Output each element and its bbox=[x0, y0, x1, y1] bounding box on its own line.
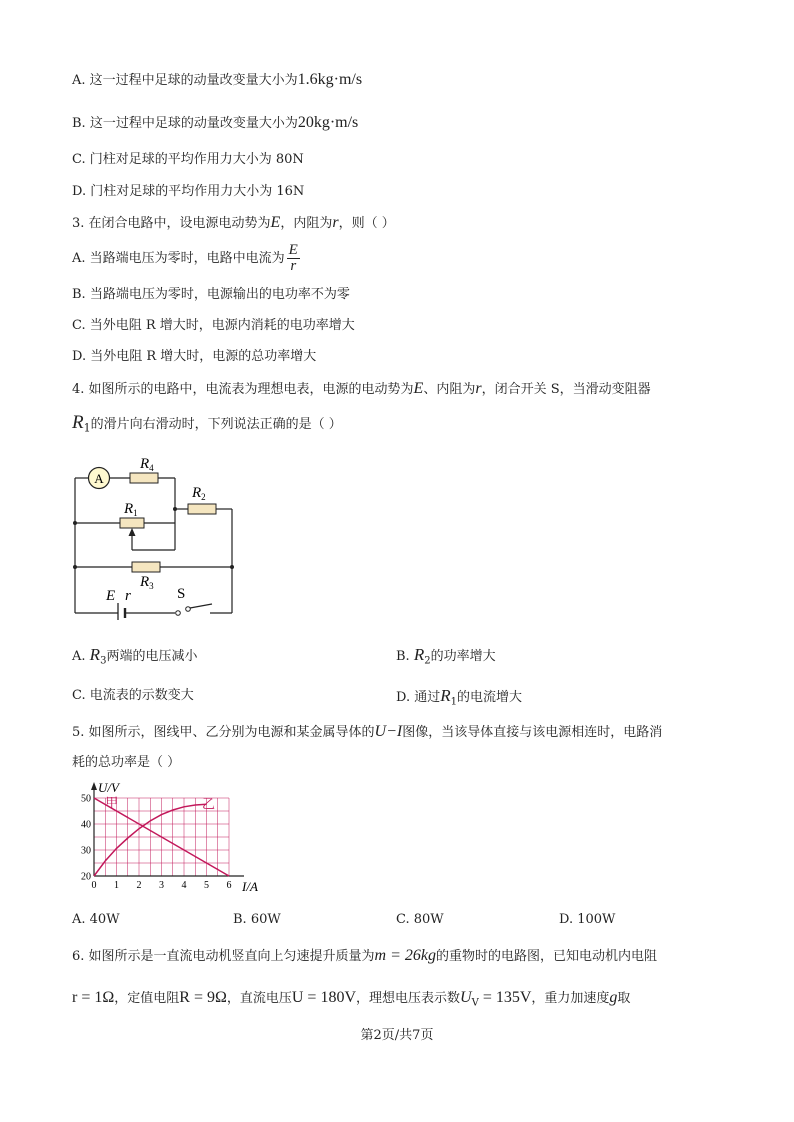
switch-contact-left bbox=[176, 611, 181, 616]
label-internal-r: r bbox=[125, 588, 131, 604]
label-r3: $R_3$ bbox=[140, 574, 154, 591]
y-axis-label: U/V bbox=[98, 780, 119, 795]
x-tick-label: 2 bbox=[136, 880, 142, 891]
resistor-r2 bbox=[188, 504, 216, 514]
x-tick-label: 5 bbox=[204, 880, 209, 891]
q5-option-b: B. 60W bbox=[233, 912, 281, 927]
q4-circuit-diagram bbox=[60, 448, 250, 620]
q2-option-b: B. 这一过程中足球的动量改变量大小为20kg·m/s bbox=[72, 114, 359, 131]
fraction-e-over-r: $\frac{E}{r}$ bbox=[288, 242, 298, 274]
label-switch: S bbox=[177, 586, 186, 602]
label-r4: $R_4$ bbox=[140, 456, 154, 473]
x-tick-labels bbox=[92, 880, 232, 891]
x-tick-label: 3 bbox=[159, 880, 164, 891]
q5-stem-line2: 耗的总功率是（ ） bbox=[72, 755, 181, 770]
series-name-label: 甲 bbox=[105, 795, 119, 811]
y-tick-label: 30 bbox=[81, 845, 91, 857]
page-footer: 第2页/共7页 bbox=[360, 1028, 434, 1043]
label-emf: E bbox=[106, 588, 116, 604]
ammeter-label: A bbox=[94, 471, 104, 486]
switch-contact-right bbox=[186, 607, 191, 612]
x-tick-label: 4 bbox=[181, 880, 187, 891]
resistor-r3 bbox=[132, 562, 160, 572]
q2-option-c: C. 门柱对足球的平均作用力大小为 80N bbox=[72, 152, 304, 167]
slider-arrow-icon bbox=[129, 528, 136, 536]
q4-option-a: A. $R_3$两端的电压减小 bbox=[72, 645, 198, 667]
y-tick-labels bbox=[81, 794, 91, 883]
q6-stem-line1: 6. 如图所示是一直流电动机竖直向上匀速提升质量为m = 26kg的重物时的电路图，已知电动机内电阻 bbox=[72, 947, 658, 964]
label-r1: $R_1$ bbox=[124, 501, 138, 518]
x-tick-label: 0 bbox=[91, 880, 97, 891]
q3-option-a: A. 当路端电压为零时，电路中电流为 $\frac{E}{r}$ bbox=[72, 242, 298, 274]
q5-option-c: C. 80W bbox=[396, 912, 444, 927]
q3-option-d: D. 当外电阻 R 增大时，电源的总功率增大 bbox=[72, 349, 317, 364]
q3-option-c: C. 当外电阻 R 增大时，电源内消耗的电功率增大 bbox=[72, 318, 355, 333]
x-tick-label: 1 bbox=[114, 880, 119, 891]
resistor-r4 bbox=[130, 473, 158, 483]
q4-stem-line1: 4. 如图所示的电路中，电流表为理想电表，电源的电动势为E、内阻为r，闭合开关 S，当滑动变阻器 bbox=[72, 380, 651, 397]
q5-option-a: A. 40W bbox=[72, 912, 120, 927]
q4-option-d: D. 通过$R_1$的电流增大 bbox=[396, 686, 523, 708]
q2-option-a: A. 这一过程中足球的动量改变量大小为1.6kg·m/s bbox=[72, 71, 363, 88]
resistor-r1 bbox=[120, 518, 144, 528]
q4-stem-line2: $R_1$的滑片向右滑动时，下列说法正确的是（ ） bbox=[72, 412, 342, 435]
q6-stem-line2: r = 1Ω，定值电阻R = 9Ω，直流电压U = 180V，理想电压表示数$U_V = 135V$，重力加速度g取 bbox=[72, 989, 631, 1009]
x-tick-label: 6 bbox=[226, 880, 232, 891]
q5-option-d: D. 100W bbox=[559, 912, 616, 927]
q5-stem-line1: 5. 如图所示，图线甲、乙分别为电源和某金属导体的U−I图像，当该导体直接与该电源相连时，电路消 bbox=[72, 723, 663, 740]
y-tick-label: 50 bbox=[81, 793, 91, 805]
y-tick-label: 20 bbox=[81, 871, 91, 883]
q2-option-d: D. 门柱对足球的平均作用力大小为 16N bbox=[72, 184, 305, 199]
q4-option-c: C. 电流表的示数变大 bbox=[72, 688, 194, 703]
label-r2: $R_2$ bbox=[192, 485, 206, 502]
y-tick-label: 40 bbox=[81, 819, 91, 831]
q4-option-b: B. $R_2$的功率增大 bbox=[396, 645, 496, 667]
q5-ui-chart bbox=[74, 778, 274, 898]
q3-option-b: B. 当路端电压为零时，电源输出的电功率不为零 bbox=[72, 287, 350, 302]
q3-stem: 3. 在闭合电路中，设电源电动势为E，内阻为r，则（ ） bbox=[72, 214, 395, 231]
y-axis-arrow-icon bbox=[91, 782, 97, 790]
series-name-label: 乙 bbox=[202, 796, 216, 812]
x-axis-label: I/A bbox=[242, 879, 258, 894]
